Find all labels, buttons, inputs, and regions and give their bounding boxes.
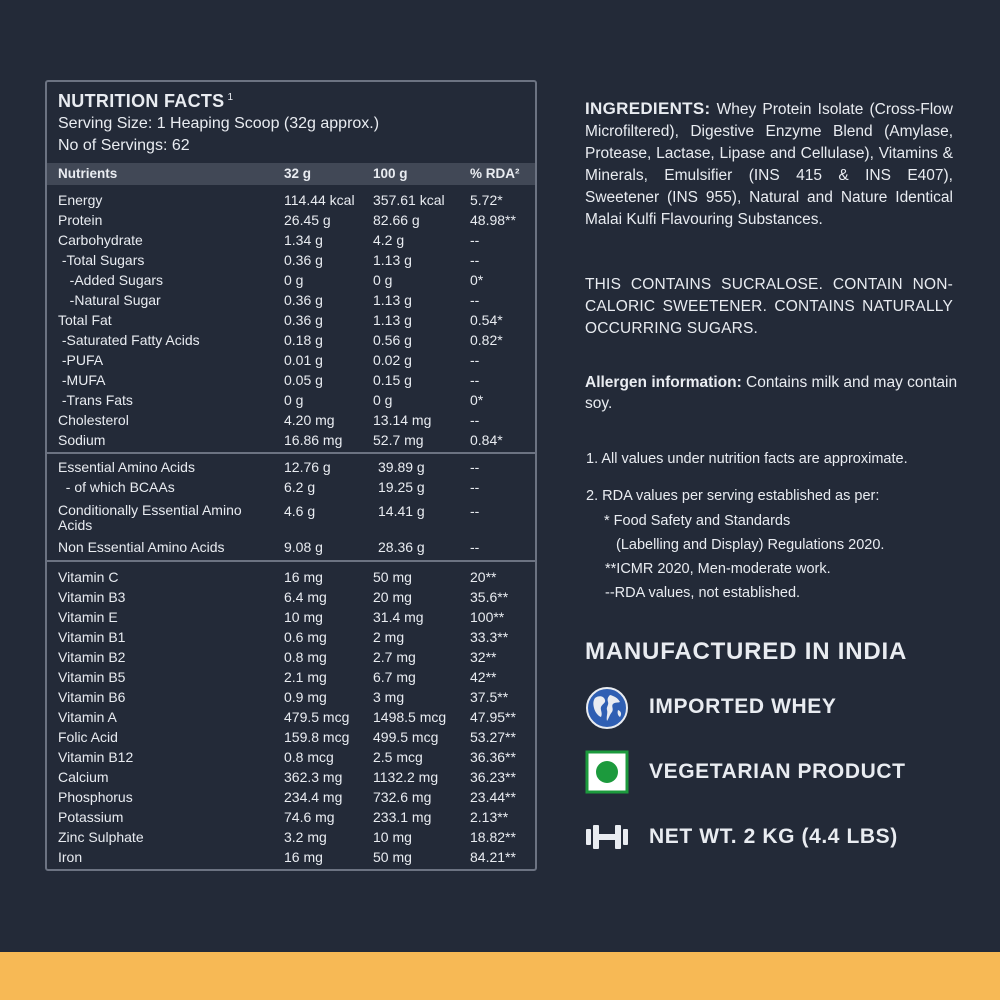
table-row [47,352,535,372]
table-row [47,479,535,499]
per-serving-value: 6.4 mg [284,589,327,605]
divider [47,560,535,562]
per-100g-value: 0.15 g [373,372,412,388]
per-100g-value: 732.6 mg [373,789,432,805]
rda-value: 36.23** [470,769,516,785]
manufactured-heading: MANUFACTURED IN INDIA [585,638,908,665]
rda-value: 2.13** [470,809,509,825]
header-per-100g: 100 g [373,166,408,181]
footnote-2: 2. RDA values per serving established as per: [586,488,880,504]
nutrient-name: Vitamin B6 [58,689,126,705]
nutrient-name: Non Essential Amino Acids [58,539,225,555]
nutrient-name: -PUFA [58,352,104,368]
nutrient-name: Vitamin B1 [58,629,126,645]
per-100g-value: 31.4 mg [373,609,424,625]
per-100g-value: 10 mg [373,829,412,845]
rda-value: -- [470,412,480,428]
rda-value: 53.27** [470,729,516,745]
footnote-2c: **ICMR 2020, Men-moderate work. [605,561,831,577]
table-row [47,332,535,352]
per-100g-value: 3 mg [373,689,405,705]
rda-value: 84.21** [470,849,516,865]
divider [47,452,535,454]
per-100g-value: 19.25 g [378,479,425,495]
nutrient-name: Protein [58,212,103,228]
table-row [47,312,535,332]
rda-value: -- [470,503,480,519]
per-serving-value: 3.2 mg [284,829,327,845]
per-100g-value: 4.2 g [373,232,405,248]
allergen-label: Allergen information: [585,374,742,391]
table-row [47,292,535,312]
rda-value: -- [470,539,480,555]
table-row [47,569,535,589]
per-serving-value: 0.01 g [284,352,323,368]
per-serving-value: 26.45 g [284,212,331,228]
per-100g-value: 2 mg [373,629,405,645]
allergen-section [585,372,975,414]
bottom-accent-band [0,952,1000,1000]
rda-value: 20** [470,569,497,585]
rda-value: 32** [470,649,497,665]
per-100g-value: 2.5 mcg [373,749,423,765]
net-weight-label: NET WT. 2 KG (4.4 LBS) [649,825,898,848]
per-serving-value: 0.6 mg [284,629,327,645]
per-serving-value: 4.6 g [284,503,316,519]
per-serving-value: 362.3 mg [284,769,343,785]
nutrient-name: Cholesterol [58,412,129,428]
per-100g-value: 52.7 mg [373,432,424,448]
nutrient-name: Energy [58,192,103,208]
per-serving-value: 479.5 mcg [284,709,350,725]
nutrition-title: NUTRITION FACTS $^1$ [58,91,234,111]
nutrient-name: Vitamin A [58,709,117,725]
per-100g-value: 0.56 g [373,332,412,348]
per-100g-value: 1.13 g [373,252,412,268]
table-row [47,669,535,689]
footnote-2a: * Food Safety and Standards [604,513,791,529]
rda-value: 47.95** [470,709,516,725]
nutrient-name: Vitamin B3 [58,589,126,605]
rda-value: 35.6** [470,589,509,605]
per-100g-value: 0 g [373,272,393,288]
nutrient-name: Folic Acid [58,729,118,745]
per-serving-value: 0.9 mg [284,689,327,705]
table-row [47,192,535,212]
dumbbell-icon [585,815,629,859]
per-serving-value: 234.4 mg [284,789,343,805]
table-row [47,392,535,412]
per-serving-value: 16.86 mg [284,432,343,448]
vegetarian-product-label: VEGETARIAN PRODUCT [649,760,906,783]
rda-value: 0* [470,272,484,288]
per-serving-value: 0 g [284,272,304,288]
table-row [47,539,535,559]
nutrient-name: Calcium [58,769,109,785]
nutrient-name: -Added Sugars [58,272,164,288]
nutrient-name: Conditionally Essential Amino Acids [58,502,242,533]
per-serving-value: 2.1 mg [284,669,327,685]
nutrient-name: -Trans Fats [58,392,133,408]
footnote-1: 1. All values under nutrition facts are approximate. [586,451,908,467]
per-serving-value: 0.36 g [284,252,323,268]
table-row [47,629,535,649]
per-100g-value: 1.13 g [373,292,412,308]
nutrient-name: Vitamin E [58,609,118,625]
table-row [47,829,535,849]
per-100g-value: 20 mg [373,589,412,605]
per-serving-value: 0.18 g [284,332,323,348]
header-per-serving: 32 g [284,166,312,181]
imported-whey-label: IMPORTED WHEY [649,695,837,718]
per-100g-value: 6.7 mg [373,669,416,685]
table-row [47,609,535,629]
per-100g-value: 13.14 mg [373,412,432,428]
per-serving-value: 1.34 g [284,232,323,248]
nutrient-name: -Total Sugars [58,252,145,268]
per-serving-value: 0.8 mcg [284,749,334,765]
rda-value: 0.82* [470,332,503,348]
table-row [47,809,535,829]
table-row [47,649,535,669]
nutrient-name: -Natural Sugar [58,292,161,308]
per-100g-value: 1132.2 mg [373,769,439,785]
table-row [47,709,535,729]
nutrient-name: Zinc Sulphate [58,829,144,845]
rda-value: 100** [470,609,505,625]
nutrient-name: - of which BCAAs [58,479,175,495]
table-row [47,412,535,432]
per-serving-value: 159.8 mcg [284,729,350,745]
per-100g-value: 1.13 g [373,312,412,328]
table-row [47,729,535,749]
rda-value: -- [470,292,480,308]
ingredients-label: INGREDIENTS: [585,99,711,118]
rda-value: 18.82** [470,829,516,845]
header-nutrients: Nutrients [58,166,118,181]
sucralose-notice: THIS CONTAINS SUCRALOSE. CONTAIN NON-CALORIC SWEETENER. CONTAINS NATURALLY OCCURRING SUGARS. [585,276,953,337]
globe-icon [585,686,629,730]
servings-count: No of Servings: 62 [58,137,190,154]
vegetarian-icon [585,750,629,794]
nutrient-name: Total Fat [58,312,112,328]
rda-value: 0.84* [470,432,503,448]
per-serving-value: 114.44 kcal [284,192,355,208]
per-100g-value: 28.36 g [378,539,425,555]
per-serving-value: 16 mg [284,849,323,865]
per-serving-value: 16 mg [284,569,323,585]
table-row [47,589,535,609]
rda-value: 42** [470,669,497,685]
allergen-text: Contains milk and may contain soy. [585,374,958,412]
nutrient-name: Sodium [58,432,106,448]
per-serving-value: 12.76 g [284,459,331,475]
per-serving-value: 0.36 g [284,292,323,308]
rda-value: 37.5** [470,689,509,705]
rda-value: 5.72* [470,192,503,208]
per-100g-value: 0 g [373,392,393,408]
per-100g-value: 14.41 g [378,503,425,519]
rda-value: -- [470,479,480,495]
per-100g-value: 50 mg [373,569,412,585]
per-serving-value: 10 mg [284,609,323,625]
table-row [47,769,535,789]
footnote-2b: (Labelling and Display) Regulations 2020. [616,537,885,553]
nutrient-name: Carbohydrate [58,232,143,248]
rda-value: -- [470,352,480,368]
nutrient-name: Iron [58,849,83,865]
table-row [47,252,535,272]
rda-value: 36.36** [470,749,516,765]
header-rda: % RDA² [470,166,520,181]
rda-value: -- [470,252,480,268]
table-row [47,232,535,252]
footnote-2d: --RDA values, not established. [605,585,801,601]
nutrient-name: -MUFA [58,372,106,388]
per-100g-value: 499.5 mcg [373,729,439,745]
nutrition-facts-panel [45,80,537,871]
table-row [47,459,535,479]
nutrient-name: Essential Amino Acids [58,459,195,475]
rda-value: 0.54* [470,312,503,328]
per-serving-value: 6.2 g [284,479,316,495]
per-100g-value: 0.02 g [373,352,412,368]
serving-size: Serving Size: 1 Heaping Scoop (32g approx.) [58,115,380,132]
rda-value: 23.44** [470,789,516,805]
nutrient-name: Vitamin B12 [58,749,134,765]
table-row [47,372,535,392]
per-serving-value: 4.20 mg [284,412,335,428]
table-row [47,272,535,292]
nutrient-name: Phosphorus [58,789,133,805]
per-serving-value: 0.36 g [284,312,323,328]
nutrient-name: Vitamin C [58,569,119,585]
ingredients-section [585,98,953,231]
table-row [47,749,535,769]
per-100g-value: 50 mg [373,849,412,865]
table-row [47,503,535,537]
table-row [47,849,535,869]
rda-value: 33.3** [470,629,509,645]
per-serving-value: 0 g [284,392,304,408]
per-100g-value: 233.1 mg [373,809,432,825]
per-100g-value: 82.66 g [373,212,420,228]
nutrient-name: Vitamin B2 [58,649,126,665]
table-row [47,212,535,232]
per-serving-value: 9.08 g [284,539,323,555]
per-100g-value: 39.89 g [378,459,425,475]
nutrient-name: Potassium [58,809,124,825]
per-serving-value: 0.8 mg [284,649,327,665]
per-serving-value: 74.6 mg [284,809,335,825]
rda-value: -- [470,372,480,388]
rda-value: 48.98** [470,212,516,228]
nutrient-name: Vitamin B5 [58,669,126,685]
per-100g-value: 1498.5 mcg [373,709,447,725]
rda-value: -- [470,232,480,248]
per-serving-value: 0.05 g [284,372,323,388]
per-100g-value: 357.61 kcal [373,192,445,208]
table-header [47,163,535,185]
table-row [47,689,535,709]
per-100g-value: 2.7 mg [373,649,416,665]
rda-value: 0* [470,392,484,408]
table-row [47,432,535,452]
rda-value: -- [470,459,480,475]
table-row [47,789,535,809]
ingredients-text: Whey Protein Isolate (Cross-Flow Microfiltered), Digestive Enzyme Blend (Amylase, Protease, Lactase, Lipase and Cellulase), Vitamins & Minerals, Emulsifier (INS 415 & INS E407), Sweetener (INS 955), Natural and Nature Identical Malai Kulfi Flavouring Substances. [585,101,953,228]
nutrient-name: -Saturated Fatty Acids [58,332,200,348]
